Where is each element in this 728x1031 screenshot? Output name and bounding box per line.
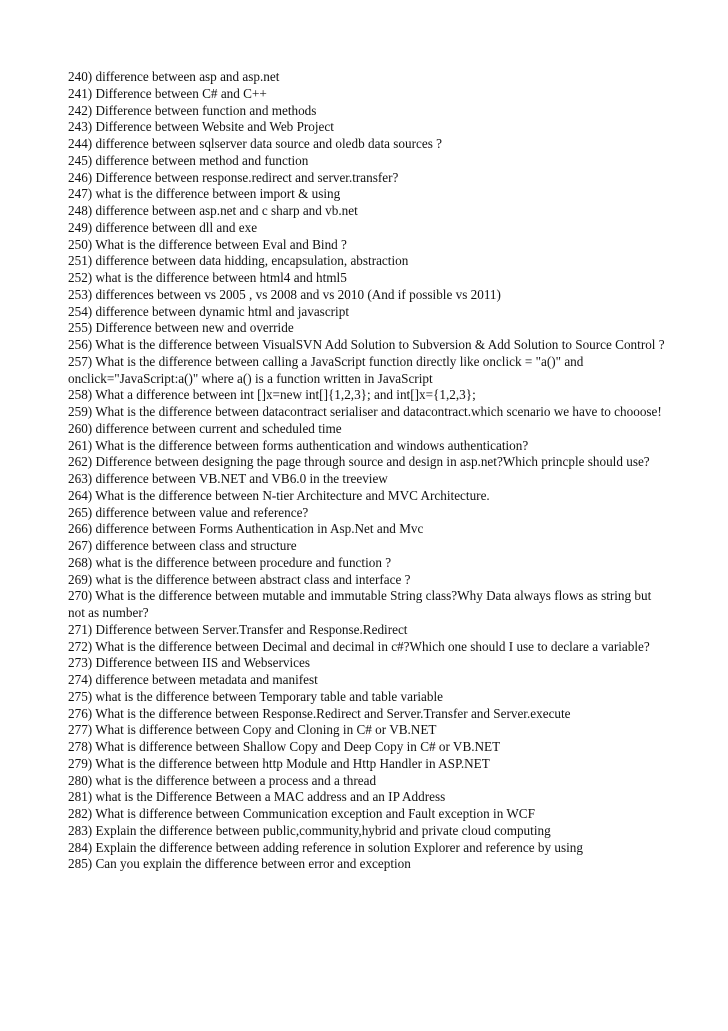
list-item: 272) What is the difference between Decimal and decimal in c#?Which one should I use to declare a variable?	[68, 638, 650, 654]
list-item: 251) difference between data hidding, encapsulation, abstraction	[68, 253, 409, 269]
document-page	[68, 69, 668, 873]
list-item: 273) Difference between IIS and Webservices	[68, 655, 310, 671]
list-item: 283) Explain the difference between public,community,hybrid and private cloud computing	[68, 822, 551, 838]
list-item: 276) What is the difference between Response.Redirect and Server.Transfer and Server.execute	[68, 705, 571, 721]
list-item: 253) differences between vs 2005 , vs 2008 and vs 2010 (And if possible vs 2011)	[68, 286, 501, 302]
list-item: 257) What is the difference between calling a JavaScript function directly like onclick = "a()" and onclick="JavaScript:a()" where a() is a function written in JavaScript	[68, 353, 584, 386]
list-item: 243) Difference between Website and Web Project	[68, 119, 334, 135]
list-item: 261) What is the difference between forms authentication and windows authentication?	[68, 437, 529, 453]
list-item: 249) difference between dll and exe	[68, 219, 258, 235]
list-item: 254) difference between dynamic html and javascript	[68, 303, 349, 319]
list-item: 245) difference between method and function	[68, 152, 309, 168]
list-item: 248) difference between asp.net and c sharp and vb.net	[68, 203, 358, 218]
list-item: 250) What is the difference between Eval and Bind ?	[68, 236, 347, 252]
list-item: 258) What a difference between int []x=new int[]{1,2,3}; and int[]x={1,2,3};	[68, 387, 476, 403]
list-item: 284) Explain the difference between adding reference in solution Explorer and reference by using	[68, 839, 583, 855]
list-item: 279) What is the difference between http Module and Http Handler in ASP.NET	[68, 755, 490, 771]
list-item: 275) what is the difference between Temporary table and table variable	[68, 688, 444, 704]
list-item: 244) difference between sqlserver data source and oledb data sources ?	[68, 136, 442, 151]
list-item: 269) what is the difference between abstract class and interface ?	[68, 571, 411, 587]
list-item: 240) difference between asp and asp.net	[68, 69, 280, 84]
list-item: 262) Difference between designing the page through source and design in asp.net?Which princple should use?	[68, 454, 650, 470]
list-item: 247) what is the difference between import & using	[68, 186, 341, 202]
list-item: 256) What is the difference between VisualSVN Add Solution to Subversion & Add Solution to Source Control ?	[68, 337, 665, 352]
list-item: 278) What is difference between Shallow Copy and Deep Copy in C# or VB.NET	[68, 739, 501, 754]
list-item: 282) What is difference between Communication exception and Fault exception in WCF	[68, 806, 535, 821]
list-item: 270) What is the difference between mutable and immutable String class?Why Data always flows as string but not as number?	[68, 588, 652, 620]
list-item: 246) Difference between response.redirect and server.transfer?	[68, 169, 399, 185]
list-item: 260) difference between current and scheduled time	[68, 420, 342, 436]
list-item: 252) what is the difference between html4 and html5	[68, 270, 347, 285]
list-item: 241) Difference between C# and C++	[68, 85, 267, 101]
list-item: 242) Difference between function and methods	[68, 102, 317, 118]
list-item: 264) What is the difference between N-tier Architecture and MVC Architecture.	[68, 487, 490, 503]
list-item: 265) difference between value and reference?	[68, 504, 309, 520]
list-item: 274) difference between metadata and manifest	[68, 672, 318, 687]
list-item: 277) What is difference between Copy and Cloning in C# or VB.NET	[68, 722, 437, 738]
list-item: 259) What is the difference between datacontract serialiser and datacontract.which scenario we have to chooose!	[68, 404, 662, 419]
list-item: 281) what is the Difference Between a MAC address and an IP Address	[68, 789, 446, 805]
list-item: 266) difference between Forms Authentication in Asp.Net and Mvc	[68, 521, 424, 537]
list-item: 255) Difference between new and override	[68, 320, 294, 336]
list-item: 271) Difference between Server.Transfer and Response.Redirect	[68, 621, 408, 637]
list-item: 263) difference between VB.NET and VB6.0 in the treeview	[68, 471, 388, 486]
list-item: 267) difference between class and structure	[68, 538, 297, 553]
list-item: 268) what is the difference between procedure and function ?	[68, 554, 392, 570]
list-item: 280) what is the difference between a process and a thread	[68, 772, 377, 788]
list-item: 285) Can you explain the difference between error and exception	[68, 856, 411, 872]
